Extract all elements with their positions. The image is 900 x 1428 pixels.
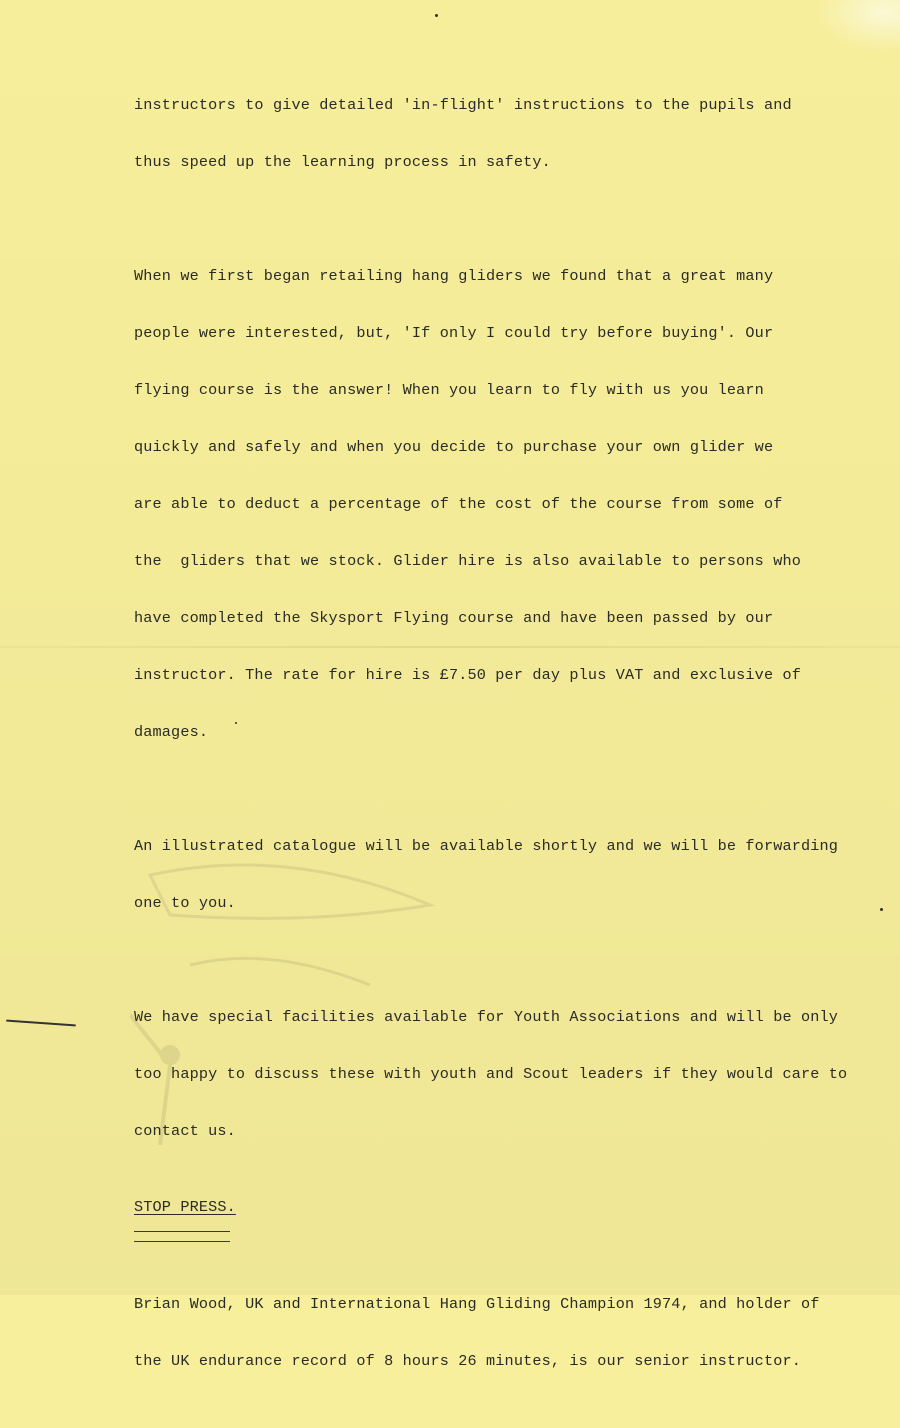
text-line: instructor. The rate for hire is £7.50 per day plus VAT and exclusive of [134, 666, 802, 684]
text-line: An illustrated catalogue will be available shortly and we will be forwarding [134, 837, 839, 855]
text-line: contact us. [134, 1122, 236, 1140]
paragraph-flying-course [134, 229, 864, 780]
text-line: people were interested, but, 'If only I could try before buying'. Our [134, 324, 774, 342]
text-line: the UK endurance record of 8 hours 26 minutes, is our senior instructor. [134, 1352, 802, 1370]
text-line: When we first began retailing hang gliders we found that a great many [134, 267, 774, 285]
text-line: too happy to discuss these with youth and Scout leaders if they would care to [134, 1065, 848, 1083]
text-line: damages. [134, 723, 209, 741]
text-line: flying course is the answer! When you learn to fly with us you learn [134, 381, 764, 399]
letter-body [134, 58, 864, 1428]
text-line: one to you. [134, 894, 236, 912]
text-line: the gliders that we stock. Glider hire is also available to persons who [134, 552, 802, 570]
text-line: We have special facilities available for Youth Associations and will be only [134, 1008, 839, 1026]
corner-crease [800, 0, 900, 60]
text-line: are able to deduct a percentage of the cost of the course from some of [134, 495, 783, 513]
ink-speck [435, 14, 438, 17]
stop-press-heading: STOP PRESS. [134, 1198, 236, 1216]
text-line: have completed the Skysport Flying course and have been passed by our [134, 609, 774, 627]
ink-speck [880, 908, 883, 911]
text-line: Brian Wood, UK and International Hang Gliding Champion 1974, and holder of [134, 1295, 820, 1313]
text-line: quickly and safely and when you decide to purchase your own glider we [134, 438, 774, 456]
divider [134, 1231, 230, 1232]
paragraph-catalogue [134, 799, 864, 951]
paragraph-stop-press [134, 1257, 864, 1409]
text-line: thus speed up the learning process in safety. [134, 153, 551, 171]
divider [134, 1241, 230, 1242]
ink-speck [235, 722, 237, 724]
paragraph-training [134, 58, 864, 210]
stop-press-rules [134, 1217, 864, 1257]
paragraph-youth-associations [134, 970, 864, 1179]
text-line: instructors to give detailed 'in-flight' instructions to the pupils and [134, 96, 792, 114]
